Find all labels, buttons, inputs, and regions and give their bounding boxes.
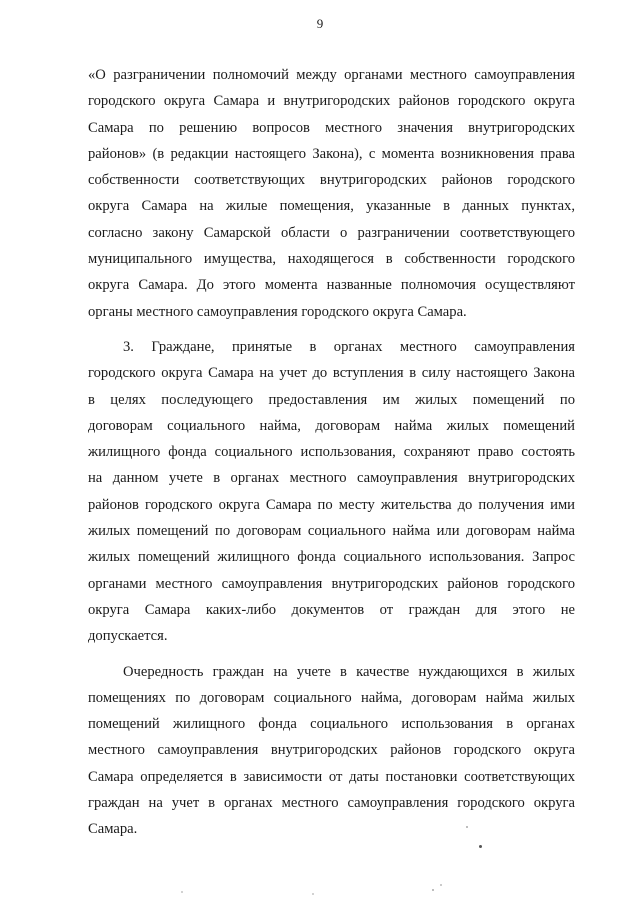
text-line: помещений жилищного фонда социального использования в органах xyxy=(88,716,575,733)
text-line: округа Самара каких-либо документов от граждан для этого не xyxy=(88,601,575,618)
text-line: жилых помещений по договорам социального найма или договорам найма xyxy=(88,523,575,540)
text-line: Очередность граждан на учете в качестве нуждающихся в жилых xyxy=(123,663,575,680)
text-line: допускается. xyxy=(88,628,168,645)
text-line: городского округа Самара и внутригородских районов городского округа xyxy=(88,93,575,110)
text-line: округа Самара на жилые помещения, указанные в данных пунктах, xyxy=(88,198,575,215)
paragraph xyxy=(88,62,575,325)
text-line: муниципального имущества, находящегося в собственности городского xyxy=(88,251,575,268)
text-line: 3. Граждане, принятые в органах местного самоуправления xyxy=(123,338,575,355)
text-line: округа Самара. До этого момента названные полномочия осуществляют xyxy=(88,277,575,294)
text-line: Самара определяется в зависимости от даты постановки соответствующих xyxy=(88,768,575,785)
text-line: жилых помещений жилищного фонда социального использования. Запрос xyxy=(88,549,575,566)
page-number: 9 xyxy=(316,16,324,31)
text-line: помещениях по договорам социального найма, договорам найма жилых xyxy=(88,689,575,706)
text-line: договорам социального найма, договорам найма жилых помещений xyxy=(88,417,575,434)
text-line: в целях последующего предоставления им жилых помещений по xyxy=(88,391,575,408)
scan-speck xyxy=(479,845,482,848)
text-line: на данном учете в органах местного самоуправления внутригородских xyxy=(88,470,575,487)
text-line: органы местного самоуправления городского округа Самара. xyxy=(88,303,467,320)
paragraph xyxy=(88,659,575,843)
text-line: городского округа Самара на учет до вступления в силу настоящего Закона xyxy=(88,365,575,382)
text-line: районов городского округа Самара по месту жительства до получения ими xyxy=(88,496,575,513)
paragraph xyxy=(88,334,575,650)
text-line: районов» (в редакции настоящего Закона), с момента возникновения права xyxy=(88,145,575,162)
text-line: граждан на учет в органах местного самоуправления городского округа xyxy=(88,795,575,812)
scan-speck xyxy=(440,884,442,886)
text-line: местного самоуправления внутригородских районов городского округа xyxy=(88,742,575,759)
text-line: Самара. xyxy=(88,821,138,838)
scan-speck xyxy=(466,826,468,828)
text-line: органами местного самоуправления внутригородских районов городского xyxy=(88,575,575,592)
scan-speck xyxy=(432,889,434,891)
text-line: согласно закону Самарской области о разграничении соответствующего xyxy=(88,224,575,241)
text-line: «О разграничении полномочий между органами местного самоуправления xyxy=(88,67,575,83)
text-line: Самара по решению вопросов местного значения внутригородских xyxy=(88,119,575,136)
scan-speck xyxy=(181,891,183,893)
scan-speck xyxy=(312,893,314,895)
document-body xyxy=(88,62,575,843)
text-line: собственности соответствующих внутригородских районов городского xyxy=(88,172,575,189)
text-line: жилищного фонда социального использования, сохраняют право состоять xyxy=(88,444,575,461)
